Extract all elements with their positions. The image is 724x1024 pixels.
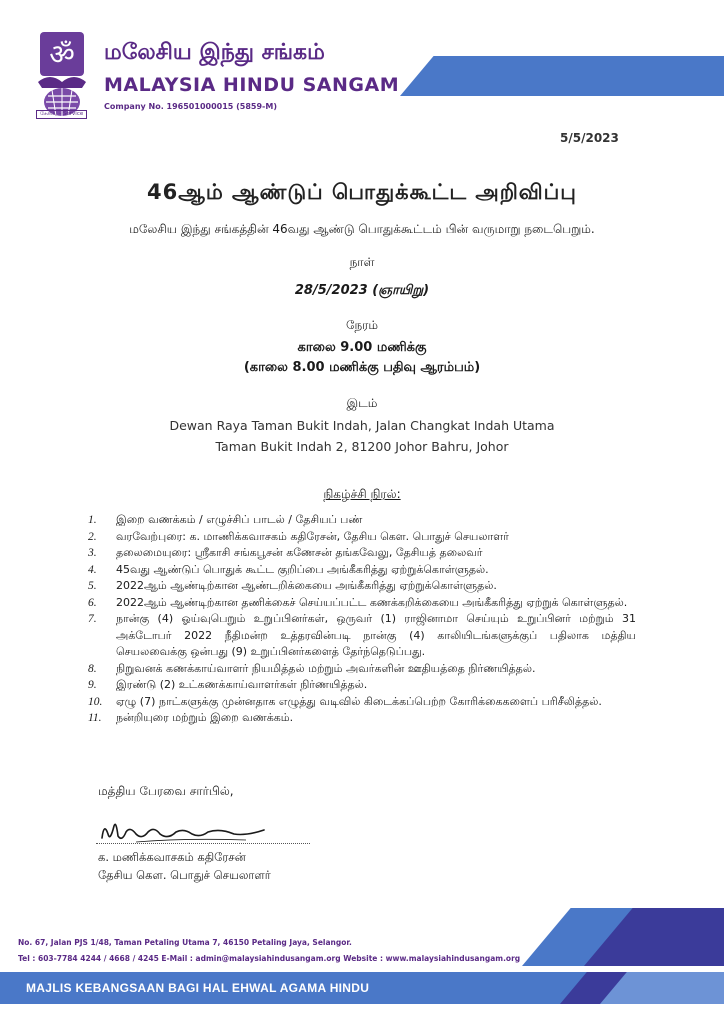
agenda-item-text: ஏழு (7) நாட்களுக்கு முன்னதாக எழுத்து வடிவில் கிடைக்கப்பெற்ற கோரிக்கைகளைப் பரிசீலித்தல். bbox=[116, 694, 602, 708]
agenda-item-text: வரவேற்புரை: க. மாணிக்கவாசகம் கதிரேசன், தேசிய கெள. பொதுச் செயலாளர் bbox=[116, 529, 509, 543]
agenda-item-number: 2. bbox=[88, 530, 97, 543]
agenda-item-number: 9. bbox=[88, 679, 97, 691]
agenda-list bbox=[88, 512, 636, 727]
page-title: 46ஆம் ஆண்டுப் பொதுக்கூட்ட அறிவிப்பு bbox=[147, 180, 577, 204]
time-value: காலை 9.00 மணிக்கு bbox=[297, 340, 427, 355]
agenda-item-text: நிறுவனக் கணக்காய்வாளர் நியமித்தல் மற்றும் அவர்களின் ஊதியத்தை நிர்ணயித்தல். bbox=[116, 661, 536, 675]
venue-line-2: Taman Bukit Indah 2, 81200 Johor Bahru, Johor bbox=[215, 439, 509, 454]
agenda-item-number: 5. bbox=[88, 580, 97, 592]
org-name-tamil: மலேசிய இந்து சங்கம் bbox=[104, 40, 325, 65]
agenda-item-number: 4. bbox=[88, 563, 97, 576]
svg-text:ॐ: ॐ bbox=[49, 38, 75, 71]
agenda-item-text: நான்கு (4) ஓய்வுபெறும் உறுப்பினர்கள், ஒருவர் (1) ராஜினாமா செய்யும் உறுப்பினர் மற்றும் 31 அக்டோபர் 2022 நீதிமன்ற உத்தரவின்படி நான்கு (4) காலியிடங்களுக்குப் பதிலாக மத்திய செயலவைக்கு ஒன்பது (9) உறுப்பினர்களைத் தேர்ந்தெடுப்பது. bbox=[116, 612, 636, 658]
agenda-title: நிகழ்ச்சி நிரல்: bbox=[323, 487, 401, 501]
agenda-item-text: இரண்டு (2) உட்கணக்காய்வாளர்கள் நிர்ணயித்தல். bbox=[116, 678, 368, 691]
agenda-item-number: 8. bbox=[88, 662, 97, 675]
footer-bar bbox=[0, 972, 724, 1024]
intro-text: மலேசிய இந்து சங்கத்தின் 46வது ஆண்டு பொதுக்கூட்டம் பின் வருமாறு நடைபெறும். bbox=[129, 222, 595, 236]
signer-name: க. மணிக்கவாசகம் கதிரேசன் bbox=[98, 850, 246, 864]
agenda-item-number: 11. bbox=[88, 712, 102, 724]
venue-line-1: Dewan Raya Taman Bukit Indah, Jalan Changkat Indah Utama bbox=[169, 418, 555, 433]
agenda-item bbox=[88, 677, 636, 694]
sangam-logo bbox=[30, 30, 94, 122]
agenda-item-number: 7. bbox=[88, 613, 97, 625]
day-value: 28/5/2023 (ஞாயிறு) bbox=[294, 283, 430, 298]
agenda-item-text: தலைமையுரை: ஸ்ரீகாசி சங்கபூசன் கணேசன் தங்கவேலு, தேசியத் தலைவர் bbox=[116, 546, 483, 559]
org-name-english: MALAYSIA HINDU SANGAM bbox=[104, 74, 400, 96]
agenda-item bbox=[88, 545, 636, 562]
agenda-item bbox=[88, 595, 636, 612]
agenda-item bbox=[88, 529, 636, 546]
signature-image bbox=[96, 812, 276, 846]
company-number: Company No. 196501000015 (5859-M) bbox=[104, 102, 277, 111]
agenda-item bbox=[88, 661, 636, 678]
header-decor-band bbox=[360, 56, 724, 96]
agenda-item-number: 1. bbox=[88, 514, 97, 526]
agenda-item bbox=[88, 694, 636, 711]
agenda-item-number: 10. bbox=[88, 695, 103, 708]
logo-tagline: சேவை - Service bbox=[36, 110, 87, 119]
footer-address: No. 67, Jalan PJS 1/48, Taman Petaling Utama 7, 46150 Petaling Jaya, Selangor. bbox=[18, 938, 352, 947]
agenda-item bbox=[88, 611, 636, 661]
agenda-item-text: நன்றியுரை மற்றும் இறை வணக்கம். bbox=[116, 711, 294, 724]
agenda-item-text: 2022ஆம் ஆண்டிற்கான தணிக்கைச் செய்யப்பட்ட கணக்கறிக்கையை அங்கீகரித்து ஏற்றுக் கொள்ளுதல். bbox=[116, 595, 628, 609]
time-note: (காலை 8.00 மணிக்கு பதிவு ஆரம்பம்) bbox=[243, 360, 481, 375]
agenda-item-text: 45வது ஆண்டுப் பொதுக் கூட்ட குறிப்பை அங்கீகரித்து ஏற்றுக்கொள்ளுதல். bbox=[116, 562, 489, 576]
agenda-item bbox=[88, 512, 636, 529]
agenda-item bbox=[88, 578, 636, 595]
day-label: நாள் bbox=[349, 255, 375, 269]
agenda-item-text: 2022ஆம் ஆண்டிற்கான ஆண்டறிக்கையை அங்கீகரித்து ஏற்றுக்கொள்ளுதல். bbox=[116, 579, 497, 592]
agenda-item bbox=[88, 710, 636, 727]
venue-label: இடம் bbox=[346, 396, 378, 410]
document-date: 5/5/2023 bbox=[560, 131, 619, 145]
footer-decor-stripe bbox=[488, 908, 724, 966]
signer-title: தேசிய கெள. பொதுச் செயலாளர் bbox=[98, 868, 271, 882]
time-label: நேரம் bbox=[345, 318, 379, 332]
signature-line bbox=[96, 843, 310, 844]
agenda-item-text: இறை வணக்கம் / எழுச்சிப் பாடல் / தேசியப் பண் bbox=[116, 513, 363, 526]
footer-banner-text: MAJLIS KEBANGSAAN BAGI HAL EHWAL AGAMA HINDU bbox=[26, 981, 370, 995]
sign-off: மத்திய பேரவை சார்பில், bbox=[98, 784, 234, 798]
footer-contact: Tel : 603-7784 4244 / 4668 / 4245 E-Mail : admin@malaysiahindusangam.org Website : www.malaysiahindusangam.org bbox=[18, 954, 521, 963]
agenda-item bbox=[88, 562, 636, 579]
agenda-item-number: 6. bbox=[88, 596, 97, 609]
agenda-item-number: 3. bbox=[88, 547, 97, 559]
